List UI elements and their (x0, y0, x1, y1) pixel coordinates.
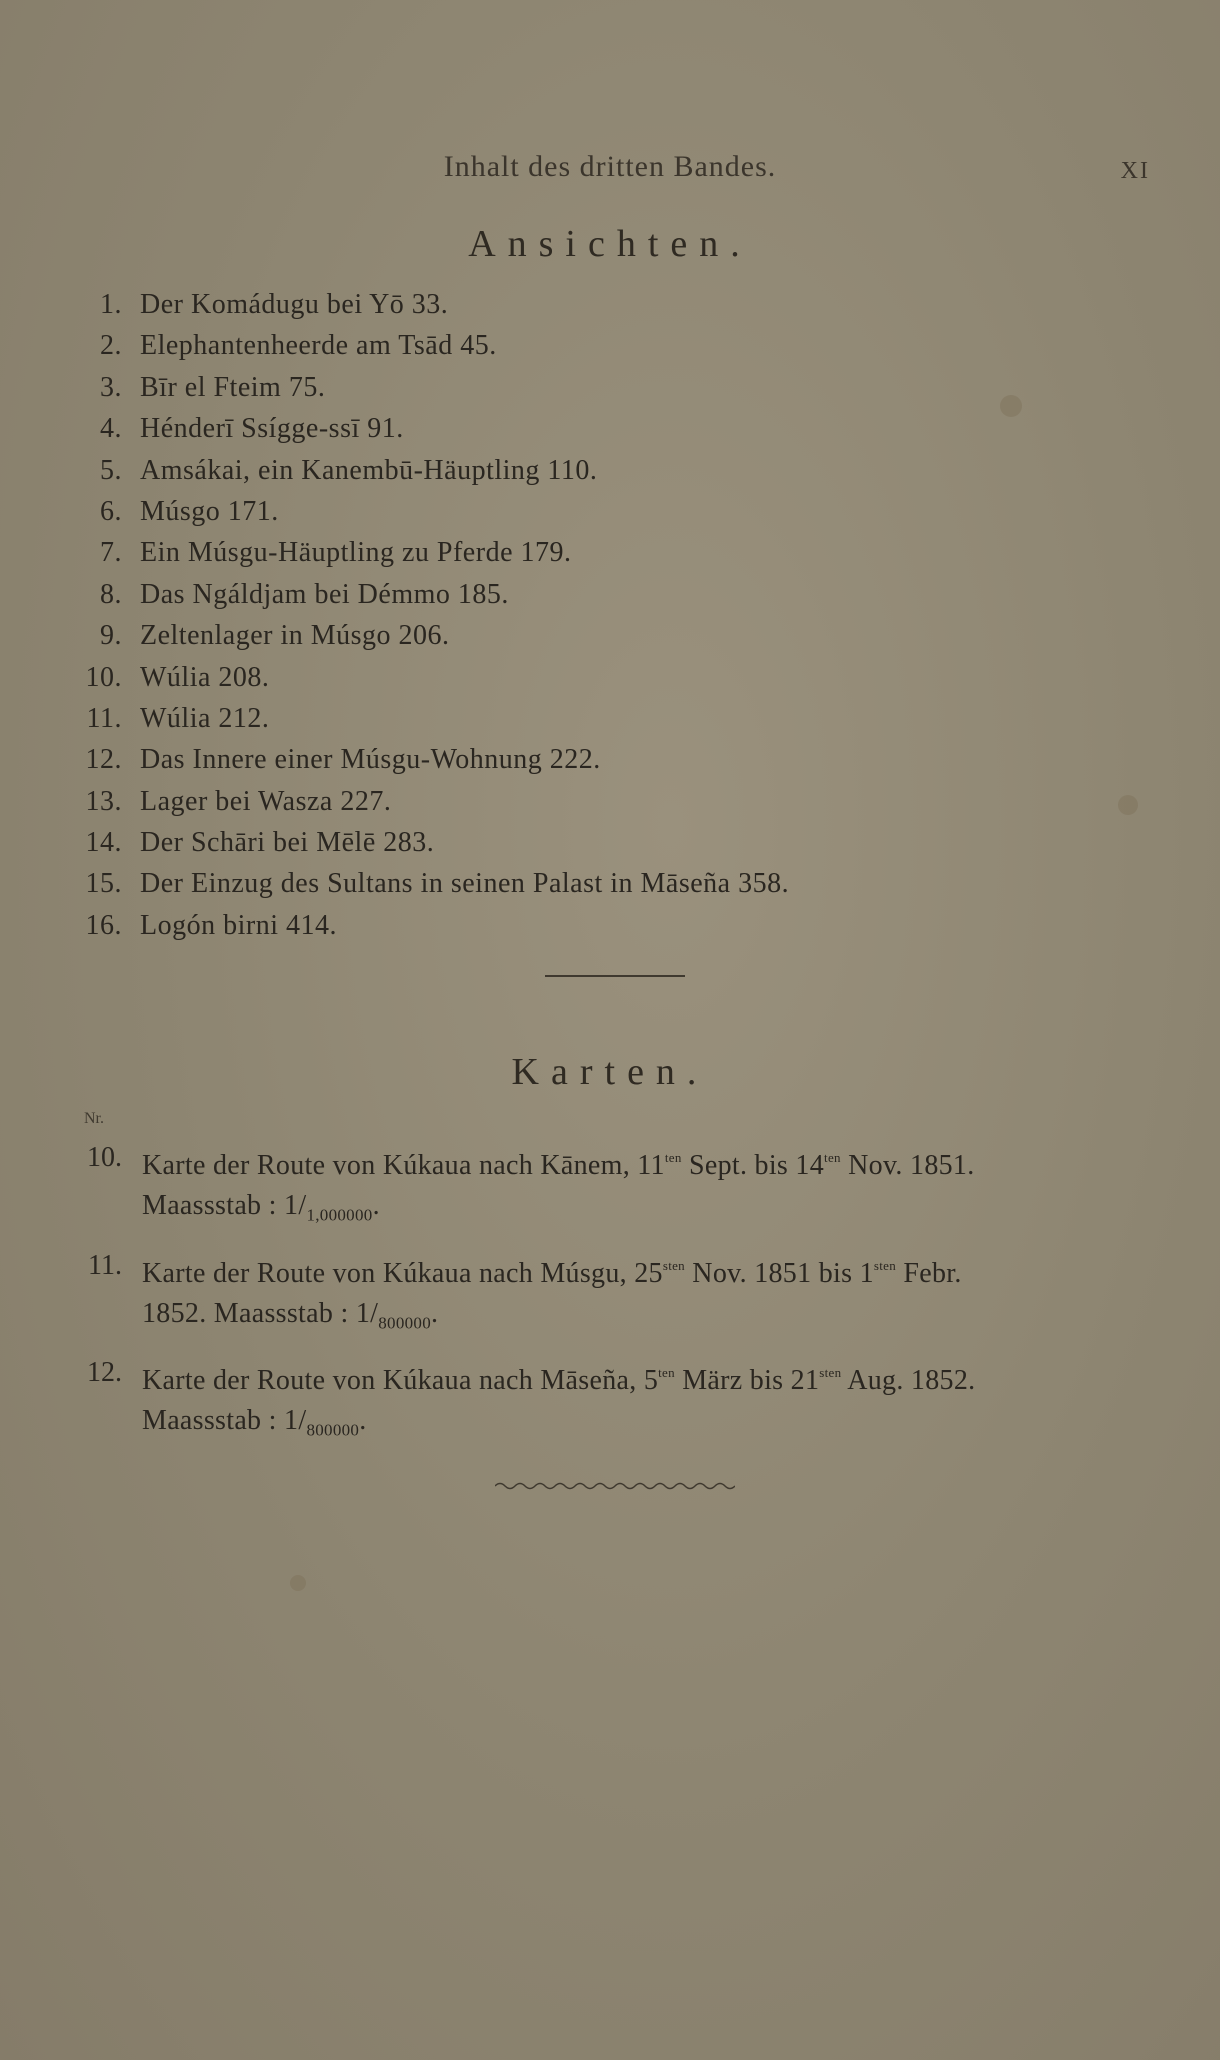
running-title: Inhalt des dritten Bandes. (443, 150, 777, 183)
list-item (60, 284, 1140, 325)
map-scale (142, 1186, 1150, 1236)
map-scale (142, 1401, 1150, 1451)
map-text: Sept. bis 14 (681, 1150, 825, 1181)
map-entry (60, 1138, 1150, 1236)
item-number: 2. (100, 330, 122, 362)
item-number: 9. (100, 620, 122, 652)
item-text: Logón birni 414. (140, 909, 337, 941)
list-item (60, 408, 1140, 449)
item-text: Ein Músgu-Häuptling zu Pferde 179. (140, 537, 572, 569)
item-number: 10. (85, 661, 122, 693)
views-title: Ansichten. (468, 223, 752, 265)
map-text: Karte der Route von Kúkaua nach Māseña, 5 (142, 1365, 659, 1397)
ordinal-suffix: ten (664, 1150, 682, 1165)
item-text: Der Komádugu bei Yō 33. (140, 289, 449, 320)
list-item (60, 615, 1140, 656)
list-item (60, 863, 1140, 904)
ordinal-suffix: sten (873, 1257, 897, 1273)
list-item (60, 905, 1140, 946)
item-number: 4. (100, 413, 122, 445)
map-text: Nov. 1851 bis 1 (685, 1257, 874, 1289)
map-number: 12. (87, 1357, 122, 1389)
map-description (142, 1138, 1150, 1186)
map-text: Febr. (896, 1257, 962, 1289)
item-number: 11. (86, 702, 122, 734)
list-item (60, 781, 1140, 822)
nr-label: Nr. (84, 1110, 104, 1127)
maps-list (60, 1138, 1150, 1461)
map-scale (142, 1294, 1150, 1344)
list-item (60, 491, 1140, 532)
fraction-denominator: 1,000000 (306, 1205, 373, 1225)
ordinal-suffix: ten (658, 1365, 675, 1381)
maps-title: Karten. (511, 1051, 709, 1093)
item-text: Elephantenheerde am Tsād 45. (140, 330, 497, 362)
map-entry (60, 1353, 1150, 1451)
scale-end: . (372, 1190, 380, 1221)
item-number: 6. (100, 495, 122, 527)
map-text: Aug. 1852. (841, 1365, 976, 1397)
item-number: 1. (100, 289, 122, 320)
item-text: Lager bei Wasza 227. (140, 785, 392, 817)
map-text: Karte der Route von Kúkaua nach Músgu, 25 (142, 1257, 663, 1289)
map-number: 10. (87, 1142, 122, 1173)
page-number: XI (1120, 158, 1150, 184)
fraction-denominator: 800000 (378, 1313, 432, 1333)
list-item (60, 739, 1140, 780)
item-number: 5. (100, 454, 122, 486)
ordinal-suffix: ten (824, 1150, 841, 1165)
views-list (60, 284, 1140, 946)
item-number: 3. (100, 371, 122, 403)
map-text: Nov. 1851. (840, 1150, 975, 1181)
scale-fraction: $1/_{1,000000}$ (284, 1190, 373, 1225)
item-number: 8. (100, 578, 122, 610)
map-description (142, 1246, 1150, 1294)
list-item (60, 574, 1140, 615)
item-number: 12. (85, 744, 122, 776)
item-text: Wúlia 208. (140, 661, 270, 693)
item-text: Bīr el Fteim 75. (140, 371, 326, 403)
item-text: Amsákai, ein Kanembū-Häuptling 110. (140, 454, 598, 486)
item-text: Der Einzug des Sultans in seinen Palast in Māseña 358. (140, 868, 790, 900)
item-text: Wúlia 212. (140, 702, 270, 734)
fraction-numerator: 1 (284, 1190, 299, 1221)
list-item (60, 657, 1140, 698)
scale-end: . (359, 1405, 367, 1437)
paper-stain (290, 1575, 306, 1591)
item-text: Das Ngáldjam bei Démmo 185. (140, 578, 509, 610)
scale-fraction: $1/_{800000}$ (284, 1405, 360, 1440)
map-number: 11. (88, 1249, 122, 1281)
item-number: 13. (85, 785, 122, 817)
scale-label: Maassstab : (142, 1190, 285, 1221)
item-number: 7. (100, 537, 122, 569)
item-text: Das Innere einer Músgu-Wohnung 222. (140, 744, 601, 776)
list-item (60, 450, 1140, 491)
list-item (60, 698, 1140, 739)
item-text: Der Schāri bei Mēlē 283. (140, 827, 435, 859)
map-text: Karte der Route von Kúkaua nach Kānem, 11 (142, 1150, 665, 1181)
fraction-numerator: 1 (284, 1405, 299, 1437)
map-description (142, 1353, 1150, 1401)
list-item (60, 367, 1140, 408)
item-number: 14. (85, 827, 122, 859)
fraction-denominator: 800000 (306, 1420, 360, 1440)
scale-label: Maassstab : (142, 1405, 285, 1437)
section-divider (545, 975, 685, 977)
list-item (60, 325, 1140, 366)
ordinal-suffix: sten (819, 1365, 842, 1381)
fraction-numerator: 1 (355, 1297, 371, 1329)
item-text: Zeltenlager in Músgo 206. (140, 620, 450, 652)
scale-label: 1852. Maassstab : (142, 1297, 356, 1329)
list-item (60, 822, 1140, 863)
map-entry (60, 1246, 1150, 1344)
item-text: Músgo 171. (140, 495, 279, 527)
item-number: 16. (85, 909, 122, 941)
item-text: Hénderī Ssígge-ssī 91. (140, 413, 404, 445)
list-item (60, 532, 1140, 573)
scale-end: . (431, 1297, 439, 1329)
item-number: 15. (85, 868, 122, 900)
map-text: März bis 21 (674, 1365, 820, 1397)
ordinal-suffix: sten (662, 1257, 685, 1273)
ornamental-wavy-rule (495, 1480, 735, 1492)
scale-fraction: $1/_{800000}$ (355, 1297, 432, 1333)
